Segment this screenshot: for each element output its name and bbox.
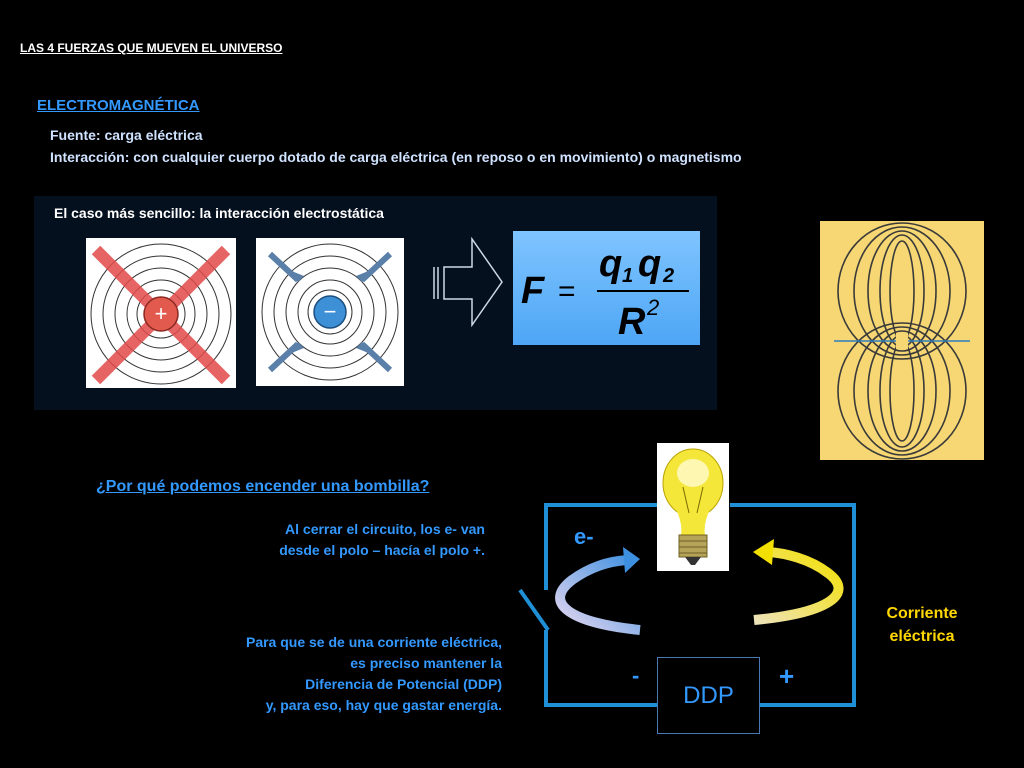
formula-q2-sub: 2 <box>663 265 675 287</box>
negative-charge-illustration <box>256 238 404 386</box>
electron-flow-arrow-body <box>560 560 640 630</box>
positive-sign: + <box>154 301 168 326</box>
electron-label: e- <box>574 524 594 549</box>
corriente-line-1: Corriente <box>886 605 958 622</box>
formula-q1: q <box>599 243 623 285</box>
coulomb-formula <box>513 231 700 345</box>
circuit-switch <box>520 590 548 630</box>
formula-q2: q <box>638 243 662 285</box>
right-arrow-icon <box>432 237 504 327</box>
corriente-label <box>872 602 972 648</box>
explain-line-1: Al cerrar el circuito, los e- van <box>285 521 485 537</box>
formula-equals: = <box>558 275 576 308</box>
formula-r: R <box>618 301 646 343</box>
ddp-battery-box <box>657 657 760 734</box>
ddp-line-1: Para que se de una corriente eléctrica, <box>245 634 502 650</box>
interaccion-text: Interacción: con cualquier cuerpo dotado de carga eléctrica (en reposo o en movimiento) o magnetismo <box>50 149 742 165</box>
circuit-wire-left-top <box>546 505 660 590</box>
formula-f: F <box>521 270 545 312</box>
current-flow-arrow-body <box>754 552 839 620</box>
minus-pole-label: - <box>632 663 640 688</box>
fuente-text: Fuente: carga eléctrica <box>50 127 203 143</box>
panel-title: El caso más sencillo: la interacción electrostática <box>54 205 384 221</box>
formula-q1-sub: 1 <box>622 265 634 287</box>
ddp-explanation <box>150 632 502 716</box>
circuit-explanation <box>200 519 485 561</box>
ddp-line-4: y, para eso, hay que gastar energía. <box>265 697 502 713</box>
formula-r-sup: 2 <box>647 295 660 320</box>
explain-line-2: desde el polo – hacía el polo +. <box>279 542 485 558</box>
ddp-label: DDP <box>683 681 734 709</box>
negative-sign: − <box>323 299 337 324</box>
dipole-field-lines-illustration <box>820 221 984 460</box>
corriente-line-2: eléctrica <box>889 628 955 645</box>
plus-pole-label: + <box>779 661 795 691</box>
light-bulb-icon <box>657 443 729 571</box>
positive-charge-illustration <box>86 238 236 388</box>
electron-flow-arrowhead <box>623 547 640 573</box>
page-title: LAS 4 FUERZAS QUE MUEVEN EL UNIVERSO <box>20 41 283 55</box>
section-title: ELECTROMAGNÉTICA <box>37 97 200 114</box>
current-flow-arrowhead <box>753 539 774 565</box>
bulb-question: ¿Por qué podemos encender una bombilla? <box>96 478 430 495</box>
ddp-line-3: Diferencia de Potencial (DDP) <box>305 676 502 692</box>
circuit-wire-left-bottom <box>546 630 657 705</box>
ddp-line-2: es preciso mantener la <box>350 655 502 671</box>
